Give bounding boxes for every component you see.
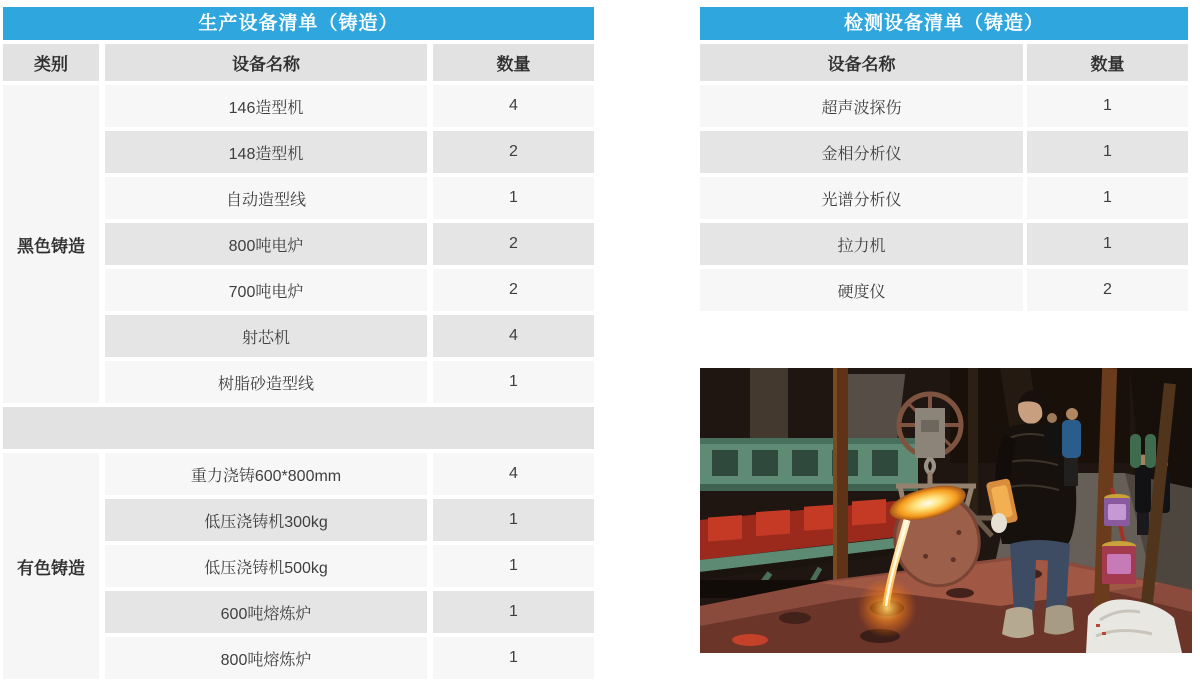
quantity-cell: 1 bbox=[1027, 131, 1188, 173]
equipment-name-cell: 低压浇铸机500kg bbox=[105, 545, 427, 587]
column-header-quantity: 数量 bbox=[433, 44, 594, 81]
equipment-name-cell: 800吨熔炼炉 bbox=[105, 637, 427, 679]
equipment-name-cell: 600吨熔炼炉 bbox=[105, 591, 427, 633]
equipment-name-cell: 拉力机 bbox=[700, 223, 1023, 265]
equipment-name-cell: 射芯机 bbox=[105, 315, 427, 357]
column-header-category: 类别 bbox=[3, 44, 99, 81]
inspection-equipment-table bbox=[700, 7, 1188, 311]
foundry-photo-illustration bbox=[700, 368, 1192, 653]
equipment-name-cell: 金相分析仪 bbox=[700, 131, 1023, 173]
quantity-cell: 2 bbox=[433, 131, 594, 173]
column-header-equipment: 设备名称 bbox=[700, 44, 1023, 81]
quantity-cell: 1 bbox=[1027, 223, 1188, 265]
column-header-quantity: 数量 bbox=[1027, 44, 1188, 81]
equipment-name-cell: 光谱分析仪 bbox=[700, 177, 1023, 219]
equipment-name-cell: 146造型机 bbox=[105, 85, 427, 127]
quantity-cell: 1 bbox=[433, 499, 594, 541]
equipment-name-cell: 700吨电炉 bbox=[105, 269, 427, 311]
equipment-name-cell: 自动造型线 bbox=[105, 177, 427, 219]
production-table-title: 生产设备清单（铸造） bbox=[3, 7, 594, 40]
quantity-cell: 1 bbox=[433, 177, 594, 219]
quantity-cell: 1 bbox=[433, 637, 594, 679]
column-header-equipment: 设备名称 bbox=[105, 44, 427, 81]
equipment-name-cell: 硬度仪 bbox=[700, 269, 1023, 311]
quantity-cell: 1 bbox=[433, 361, 594, 403]
inspection-table-grid bbox=[700, 44, 1188, 311]
equipment-name-cell: 超声波探伤 bbox=[700, 85, 1023, 127]
production-equipment-table bbox=[3, 7, 594, 679]
quantity-cell: 1 bbox=[1027, 177, 1188, 219]
quantity-cell: 4 bbox=[433, 453, 594, 495]
quantity-cell: 1 bbox=[433, 545, 594, 587]
green-conveyor-structure bbox=[700, 438, 918, 491]
inspection-table-title: 检测设备清单（铸造） bbox=[700, 7, 1188, 40]
group-separator-band bbox=[3, 407, 594, 449]
category-cell-nonferrous: 有色铸造 bbox=[3, 453, 99, 679]
quantity-cell: 1 bbox=[1027, 85, 1188, 127]
production-table-grid bbox=[3, 44, 594, 679]
category-cell-ferrous: 黑色铸造 bbox=[3, 85, 99, 403]
quantity-cell: 4 bbox=[433, 315, 594, 357]
equipment-name-cell: 低压浇铸机300kg bbox=[105, 499, 427, 541]
quantity-cell: 1 bbox=[433, 591, 594, 633]
quantity-cell: 2 bbox=[433, 269, 594, 311]
equipment-name-cell: 重力浇铸600*800mm bbox=[105, 453, 427, 495]
quantity-cell: 2 bbox=[433, 223, 594, 265]
quantity-cell: 2 bbox=[1027, 269, 1188, 311]
equipment-name-cell: 148造型机 bbox=[105, 131, 427, 173]
quantity-cell: 4 bbox=[433, 85, 594, 127]
foundry-pouring-photo bbox=[700, 368, 1192, 653]
equipment-name-cell: 800吨电炉 bbox=[105, 223, 427, 265]
equipment-name-cell: 树脂砂造型线 bbox=[105, 361, 427, 403]
